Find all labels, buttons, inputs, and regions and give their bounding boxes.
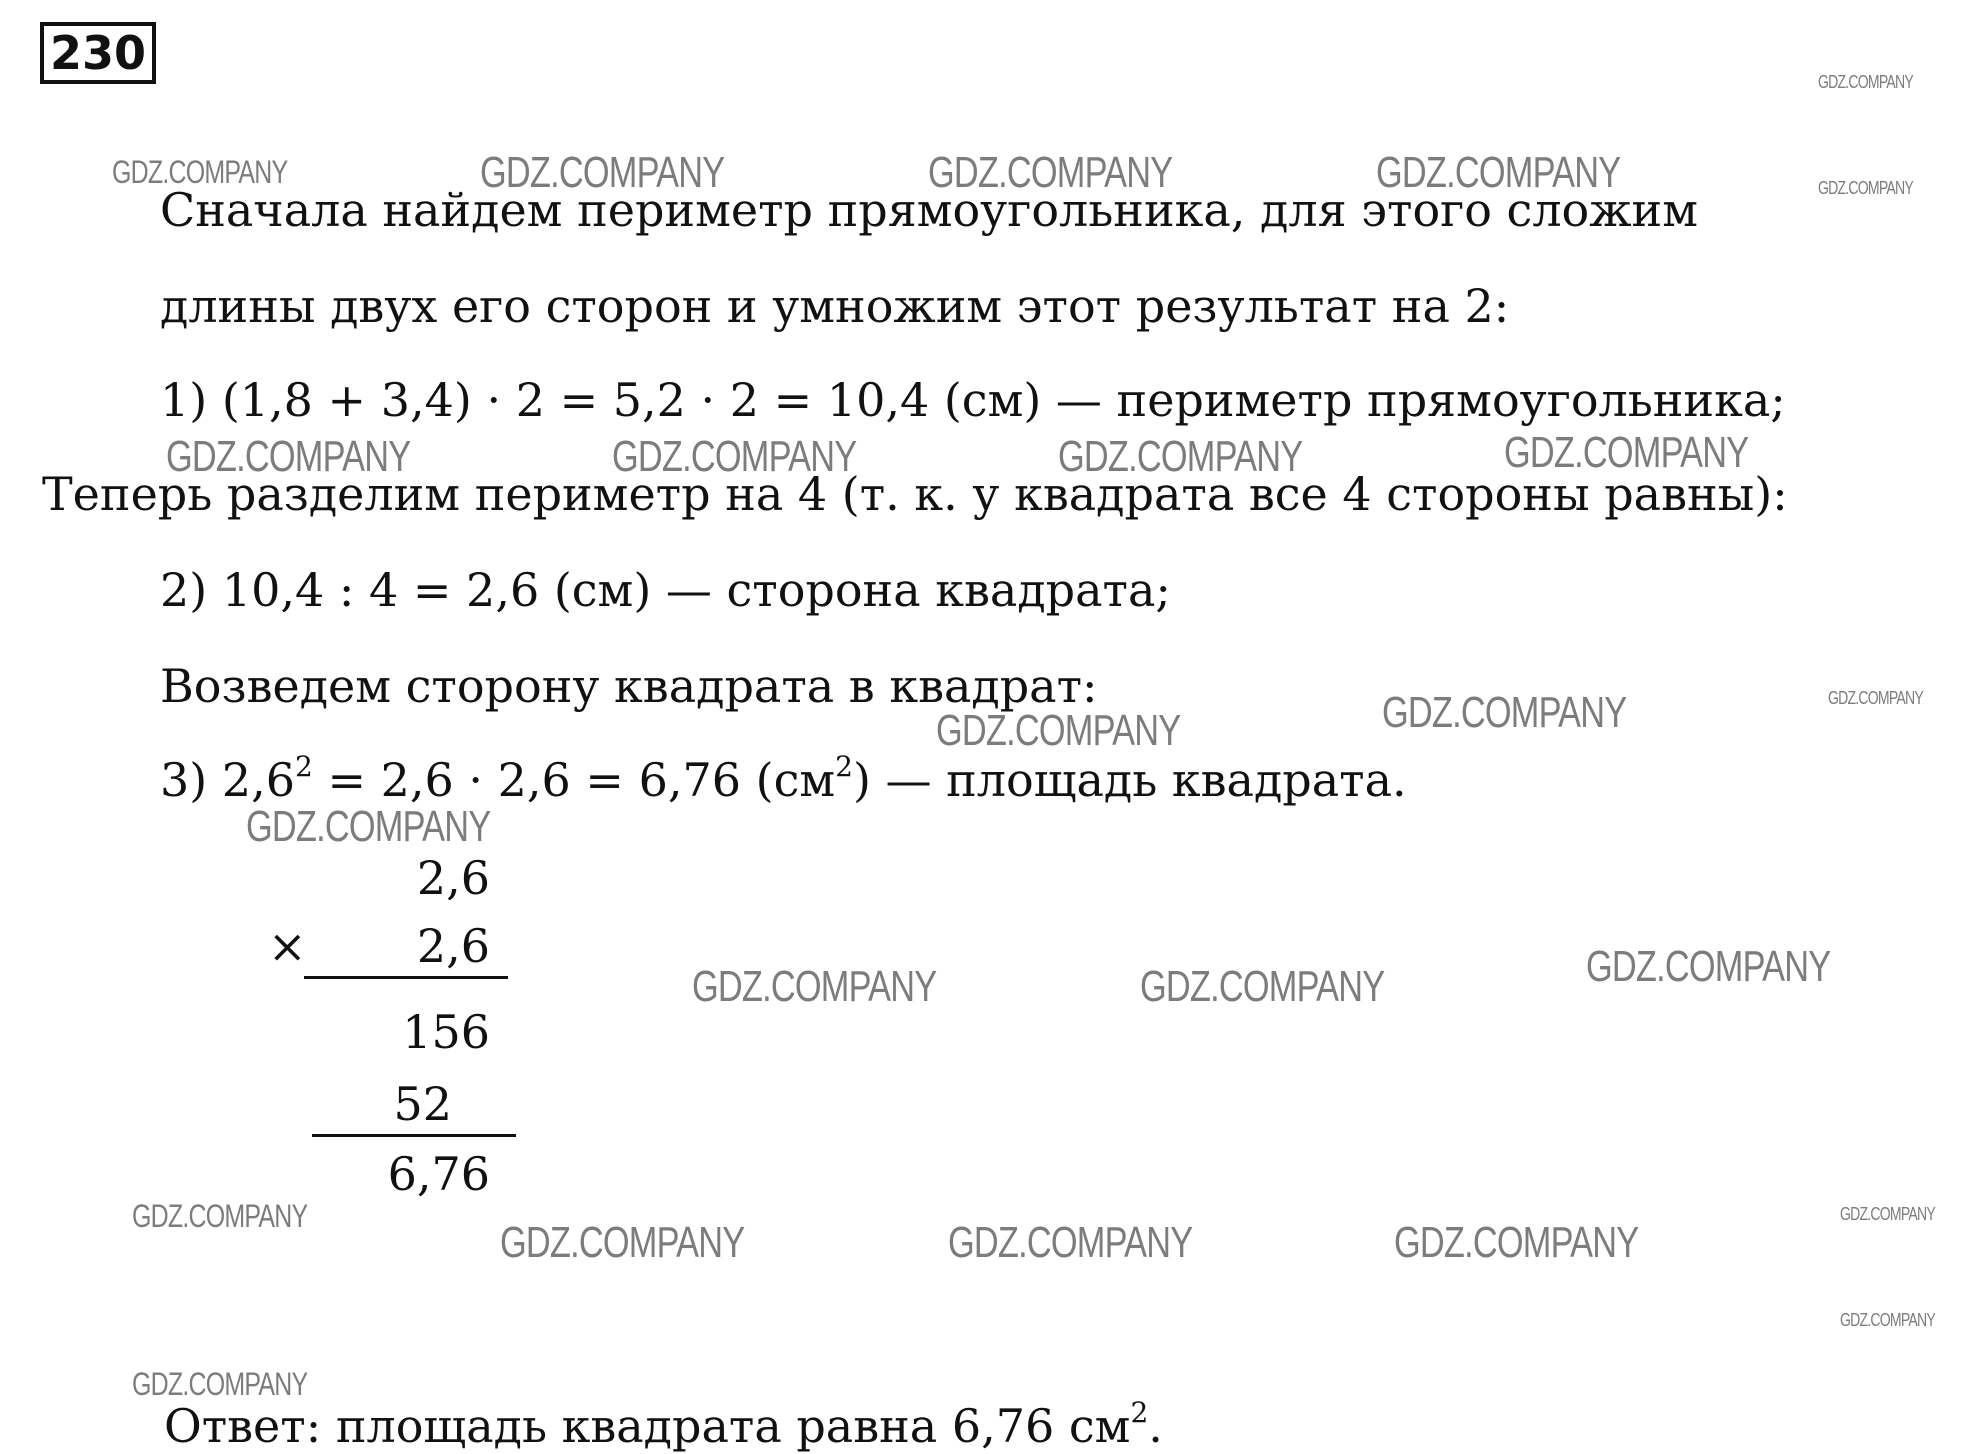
- step-3: [160, 752, 1407, 808]
- step-3-part-b: = 2,6 · 2,6 = 6,76 (см: [312, 753, 836, 807]
- multiply-rule-1: [304, 976, 508, 979]
- watermark: GDZ.COMPANY: [1818, 72, 1913, 92]
- watermark: GDZ.COMPANY: [1504, 428, 1749, 477]
- answer-line: [164, 1398, 1163, 1454]
- task-number-box: 230: [40, 22, 156, 84]
- watermark: GDZ.COMPANY: [1818, 178, 1913, 198]
- watermark: GDZ.COMPANY: [936, 706, 1181, 755]
- step-3-unit-exponent: 2: [835, 750, 853, 783]
- partial-product-2: 52: [393, 1077, 452, 1131]
- transition-line: Теперь разделим периметр на 4 (т. к. у квадрата все 4 стороны равны):: [42, 467, 1788, 521]
- watermark: GDZ.COMPANY: [166, 432, 411, 481]
- watermark: GDZ.COMPANY: [948, 1218, 1193, 1267]
- step-2: 2) 10,4 : 4 = 2,6 (см) — сторона квадрата;: [160, 563, 1171, 617]
- intro-line-2: длины двух его сторон и умножим этот результат на 2:: [160, 279, 1510, 333]
- watermark: GDZ.COMPANY: [928, 148, 1173, 197]
- watermark: GDZ.COMPANY: [1828, 688, 1923, 708]
- multiply-result: 6,76: [387, 1147, 490, 1201]
- watermark: GDZ.COMPANY: [692, 962, 937, 1011]
- watermark: GDZ.COMPANY: [112, 154, 288, 190]
- watermark: GDZ.COMPANY: [1840, 1310, 1935, 1330]
- step-1: 1) (1,8 + 3,4) · 2 = 5,2 · 2 = 10,4 (см) — периметр прямоугольника;: [160, 373, 1786, 427]
- multiply-sign: ×: [268, 919, 307, 973]
- watermark: GDZ.COMPANY: [480, 148, 725, 197]
- answer-period: .: [1148, 1399, 1163, 1453]
- factor-1: 2,6: [416, 851, 490, 905]
- watermark: GDZ.COMPANY: [132, 1198, 308, 1234]
- factor-2: 2,6: [416, 919, 490, 973]
- watermark: GDZ.COMPANY: [1840, 1204, 1935, 1224]
- watermark: GDZ.COMPANY: [1376, 148, 1621, 197]
- watermark: GDZ.COMPANY: [246, 802, 491, 851]
- watermark: GDZ.COMPANY: [500, 1218, 745, 1267]
- step-3-part-a: 3) 2,6: [160, 753, 295, 807]
- partial-product-1: 156: [402, 1005, 490, 1059]
- step-3-part-c: ) — площадь квадрата.: [852, 753, 1407, 807]
- watermark: GDZ.COMPANY: [132, 1366, 308, 1402]
- watermark: GDZ.COMPANY: [1394, 1218, 1639, 1267]
- multiply-rule-2: [312, 1134, 516, 1137]
- answer-exponent: 2: [1130, 1396, 1149, 1429]
- step-3-exponent: 2: [295, 750, 313, 783]
- answer-text: Ответ: площадь квадрата равна 6,76 см: [164, 1399, 1131, 1453]
- watermark: GDZ.COMPANY: [1058, 432, 1303, 481]
- watermark: GDZ.COMPANY: [1140, 962, 1385, 1011]
- square-intro: Возведем сторону квадрата в квадрат:: [160, 659, 1098, 713]
- intro-line-1: Сначала найдем периметр прямоугольника, для этого сложим: [160, 183, 1698, 237]
- watermark: GDZ.COMPANY: [1586, 942, 1831, 991]
- watermark: GDZ.COMPANY: [612, 432, 857, 481]
- watermark: GDZ.COMPANY: [1382, 688, 1627, 737]
